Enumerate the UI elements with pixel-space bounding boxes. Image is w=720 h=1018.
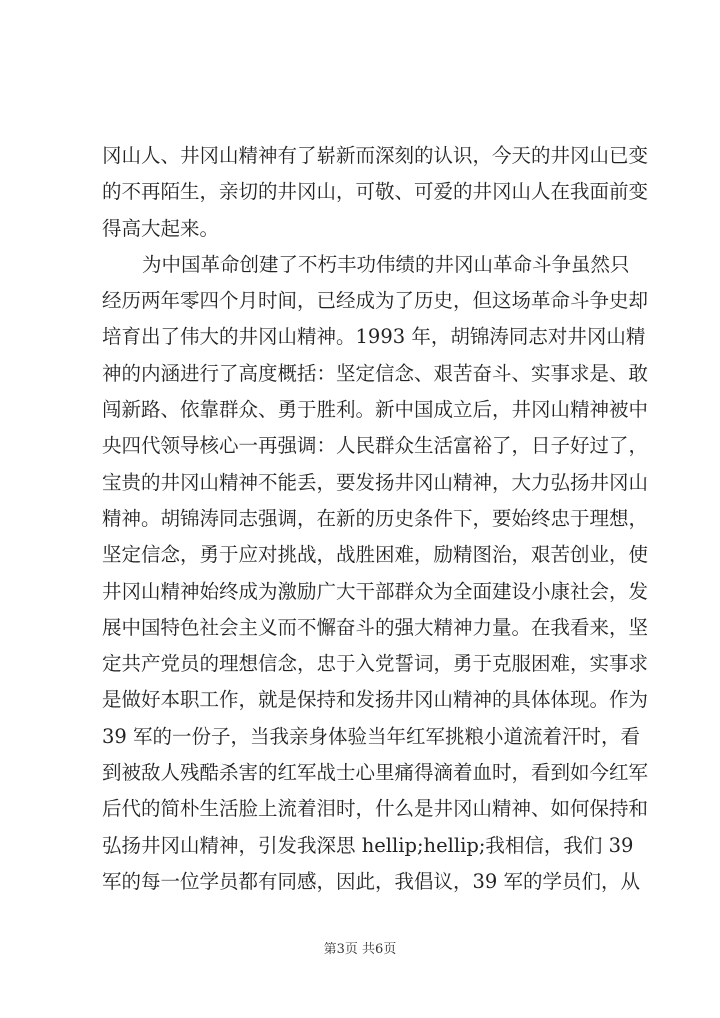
text-line: 冈山人、井冈山精神有了崭新而深刻的认识，今天的井冈山已变: [102, 144, 649, 167]
text-line: 后代的简朴生活脸上流着泪时，什么是井冈山精神、如何保持和: [102, 797, 649, 821]
text-line: 得高大起来。: [102, 216, 220, 240]
text-line: 央四代领导核心一再强调：人民群众生活富裕了，日子好过了，: [102, 434, 649, 458]
text-line: 井冈山精神始终成为激励广大干部群众为全面建设小康社会，发: [102, 579, 649, 603]
text-line: 精神。胡锦涛同志强调，在新的历史条件下，要始终忠于理想，: [102, 506, 649, 530]
text-line: 经历两年零四个月时间，已经成为了历史，但这场革命斗争史却: [102, 289, 649, 313]
text-line: 坚定信念，勇于应对挑战，战胜困难，励精图治，艰苦创业，使: [102, 543, 649, 567]
document-body: [102, 138, 649, 900]
page-number-footer: 第3页 共6页: [323, 942, 397, 957]
text-line: 培育出了伟大的井冈山精神。1993 年，胡锦涛同志对井冈山精: [102, 325, 646, 349]
text-line: 军的每一位学员都有同感，因此，我倡议，39 军的学员们，从: [102, 869, 641, 893]
text-line: 展中国特色社会主义而不懈奋斗的强大精神力量。在我看来，坚: [102, 615, 649, 639]
paragraph-2: [102, 247, 649, 900]
text-line: 39 军的一份子，当我亲身体验当年红军挑粮小道流着汗时，看: [102, 724, 641, 748]
paragraph-1: [102, 138, 649, 247]
text-line: 闯新路、依靠群众、勇于胜利。新中国成立后，井冈山精神被中: [102, 398, 649, 422]
text-line: 到被敌人残酷杀害的红军战士心里痛得滴着血时，看到如今红军: [102, 761, 649, 785]
text-line: 弘扬井冈山精神，引发我深思 hellip;hellip;我相信，我们 39: [102, 833, 634, 857]
text-line: 宝贵的井冈山精神不能丢，要发扬井冈山精神，大力弘扬井冈山: [102, 470, 649, 494]
text-line: 的不再陌生，亲切的井冈山，可敬、可爱的井冈山人在我面前变: [102, 180, 649, 204]
text-line: 为中国革命创建了不朽丰功伟绩的井冈山革命斗争虽然只: [142, 252, 630, 276]
text-line: 神的内涵进行了高度概括：坚定信念、艰苦奋斗、实事求是、敢: [102, 361, 649, 385]
text-line: 是做好本职工作，就是保持和发扬井冈山精神的具体体现。作为: [102, 688, 649, 712]
text-line: 定共产党员的理想信念，忠于入党誓词，勇于克服困难，实事求: [102, 652, 649, 676]
